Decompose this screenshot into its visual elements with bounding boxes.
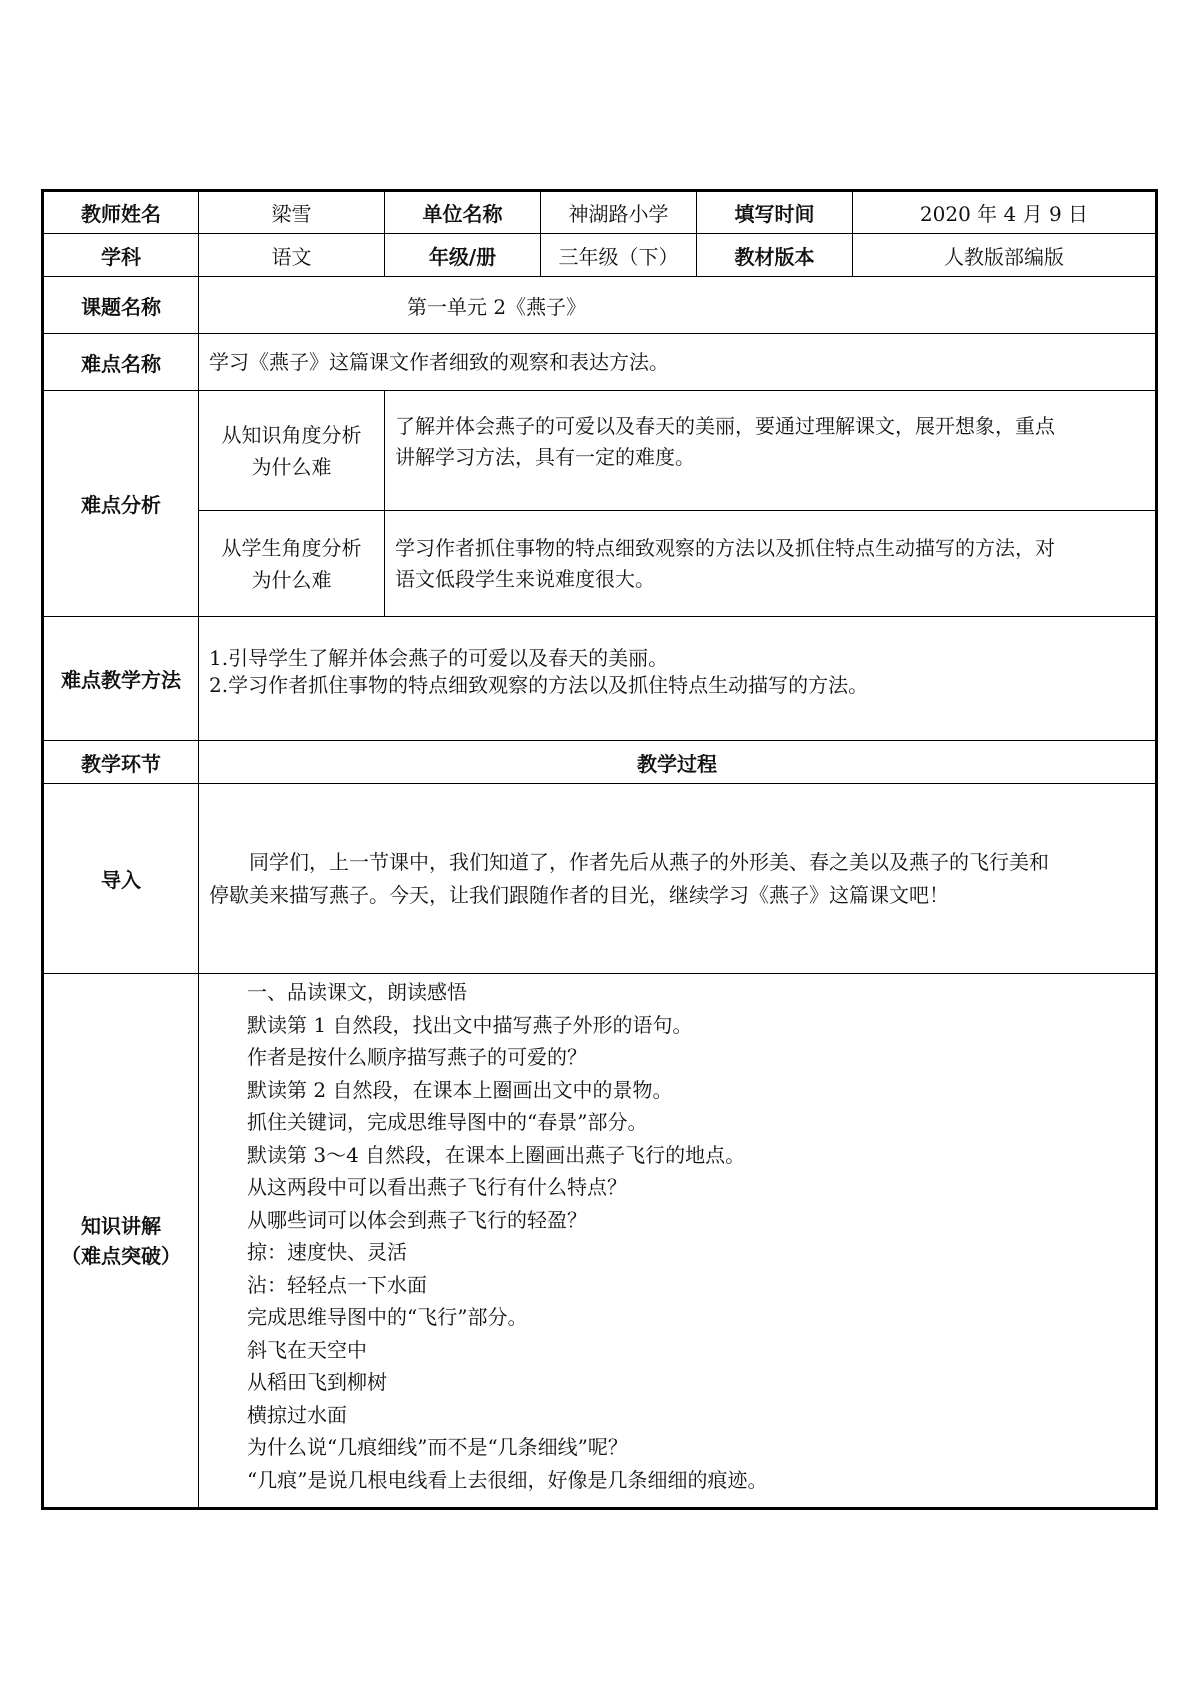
student-angle-text1: 学习作者抓住事物的特点细致观察的方法以及抓住特点生动描写的方法，对	[395, 535, 1055, 560]
subject-value: 语文	[199, 234, 385, 277]
student-angle-line2: 为什么难	[251, 567, 332, 592]
intro-row	[43, 784, 1157, 974]
header-row-2	[43, 234, 1157, 277]
date-label: 填写时间	[697, 191, 853, 234]
student-angle-text2: 语文低段学生来说难度很大。	[395, 566, 655, 591]
topic-row	[43, 277, 1157, 334]
header-row-1	[43, 191, 1157, 234]
knowledge-angle-text2: 讲解学习方法，具有一定的难度。	[395, 445, 695, 469]
analysis-label: 难点分析	[43, 391, 199, 617]
process-header: 教学过程	[199, 741, 1157, 784]
grade-value: 三年级（下）	[541, 234, 697, 277]
teacher-label: 教师姓名	[43, 191, 199, 234]
intro-line2: 停歇美来描写燕子。今天，让我们跟随作者的目光，继续学习《燕子》这篇课文吧！	[209, 882, 949, 907]
knowledge-content	[199, 974, 1157, 1509]
lesson-plan-sheet	[41, 189, 1155, 1510]
methods-label: 难点教学方法	[43, 617, 199, 741]
knowledge-line: “几痕”是说几根电线看上去很细，好像是几条细细的痕迹。	[247, 1467, 768, 1492]
unit-label: 单位名称	[385, 191, 541, 234]
knowledge-line: 抓住关键词，完成思维导图中的“春景”部分。	[247, 1110, 648, 1134]
knowledge-row	[43, 974, 1157, 1509]
difficulty-label: 难点名称	[43, 334, 199, 391]
knowledge-line: 完成思维导图中的“飞行”部分。	[247, 1305, 528, 1329]
knowledge-line: 斜飞在天空中	[247, 1337, 367, 1362]
knowledge-label-line1: 知识讲解	[81, 1213, 161, 1238]
knowledge-line: 沾：轻轻点一下水面	[247, 1272, 427, 1297]
analysis-student-row	[43, 511, 1157, 617]
knowledge-angle-line2: 为什么难	[251, 454, 332, 479]
knowledge-line: 作者是按什么顺序描写燕子的可爱的？	[247, 1045, 587, 1069]
student-angle-line1: 从学生角度分析	[221, 535, 362, 560]
subject-label: 学科	[43, 234, 199, 277]
knowledge-angle-line1: 从知识角度分析	[221, 422, 362, 447]
methods-value	[199, 617, 1157, 741]
stage-header: 教学环节	[43, 741, 199, 784]
knowledge-label-line2: （难点突破）	[61, 1243, 181, 1268]
textbook-label: 教材版本	[697, 234, 853, 277]
methods-row	[43, 617, 1157, 741]
intro-value	[199, 784, 1157, 974]
intro-line1: 同学们，上一节课中，我们知道了，作者先后从燕子的外形美、春之美以及燕子的飞行美和	[249, 849, 1049, 874]
topic-label: 课题名称	[43, 277, 199, 334]
method-item: 2.学习作者抓住事物的特点细致观察的方法以及抓住特点生动描写的方法。	[209, 672, 869, 697]
student-angle-value	[385, 511, 1157, 617]
process-header-row	[43, 741, 1157, 784]
knowledge-label	[43, 974, 199, 1509]
method-item: 1.引导学生了解并体会燕子的可爱以及春天的美丽。	[209, 645, 669, 670]
difficulty-value: 学习《燕子》这篇课文作者细致的观察和表达方法。	[199, 334, 1157, 391]
student-angle-label	[199, 511, 385, 617]
analysis-knowledge-row	[43, 391, 1157, 511]
difficulty-row	[43, 334, 1157, 391]
knowledge-line: 默读第 2 自然段，在课本上圈画出文中的景物。	[247, 1077, 673, 1102]
knowledge-line: 从稻田飞到柳树	[247, 1370, 387, 1394]
knowledge-line: 默读第 3～4 自然段，在课本上圈画出燕子飞行的地点。	[247, 1142, 746, 1167]
topic-value: 第一单元 2《燕子》	[199, 277, 1157, 334]
lesson-plan-table	[41, 189, 1158, 1510]
knowledge-line: 默读第 1 自然段，找出文中描写燕子外形的语句。	[247, 1012, 693, 1037]
knowledge-line: 一、品读课文，朗读感悟	[247, 980, 467, 1004]
grade-label: 年级/册	[385, 234, 541, 277]
textbook-value: 人教版部编版	[853, 234, 1157, 277]
unit-value: 神湖路小学	[541, 191, 697, 234]
date-value: 2020 年 4 月 9 日	[853, 191, 1157, 234]
knowledge-angle-text1: 了解并体会燕子的可爱以及春天的美丽，要通过理解课文，展开想象，重点	[395, 414, 1055, 438]
knowledge-line: 从哪些词可以体会到燕子飞行的轻盈？	[247, 1207, 587, 1232]
knowledge-line: 从这两段中可以看出燕子飞行有什么特点？	[247, 1175, 627, 1199]
knowledge-line: 为什么说“几痕细线”而不是“几条细线”呢？	[247, 1435, 628, 1459]
knowledge-angle-label	[199, 391, 385, 511]
knowledge-line: 掠：速度快、灵活	[247, 1240, 407, 1264]
intro-label: 导入	[43, 784, 199, 974]
teacher-value: 梁雪	[199, 191, 385, 234]
knowledge-line: 横掠过水面	[247, 1402, 347, 1427]
knowledge-angle-value	[385, 391, 1157, 511]
